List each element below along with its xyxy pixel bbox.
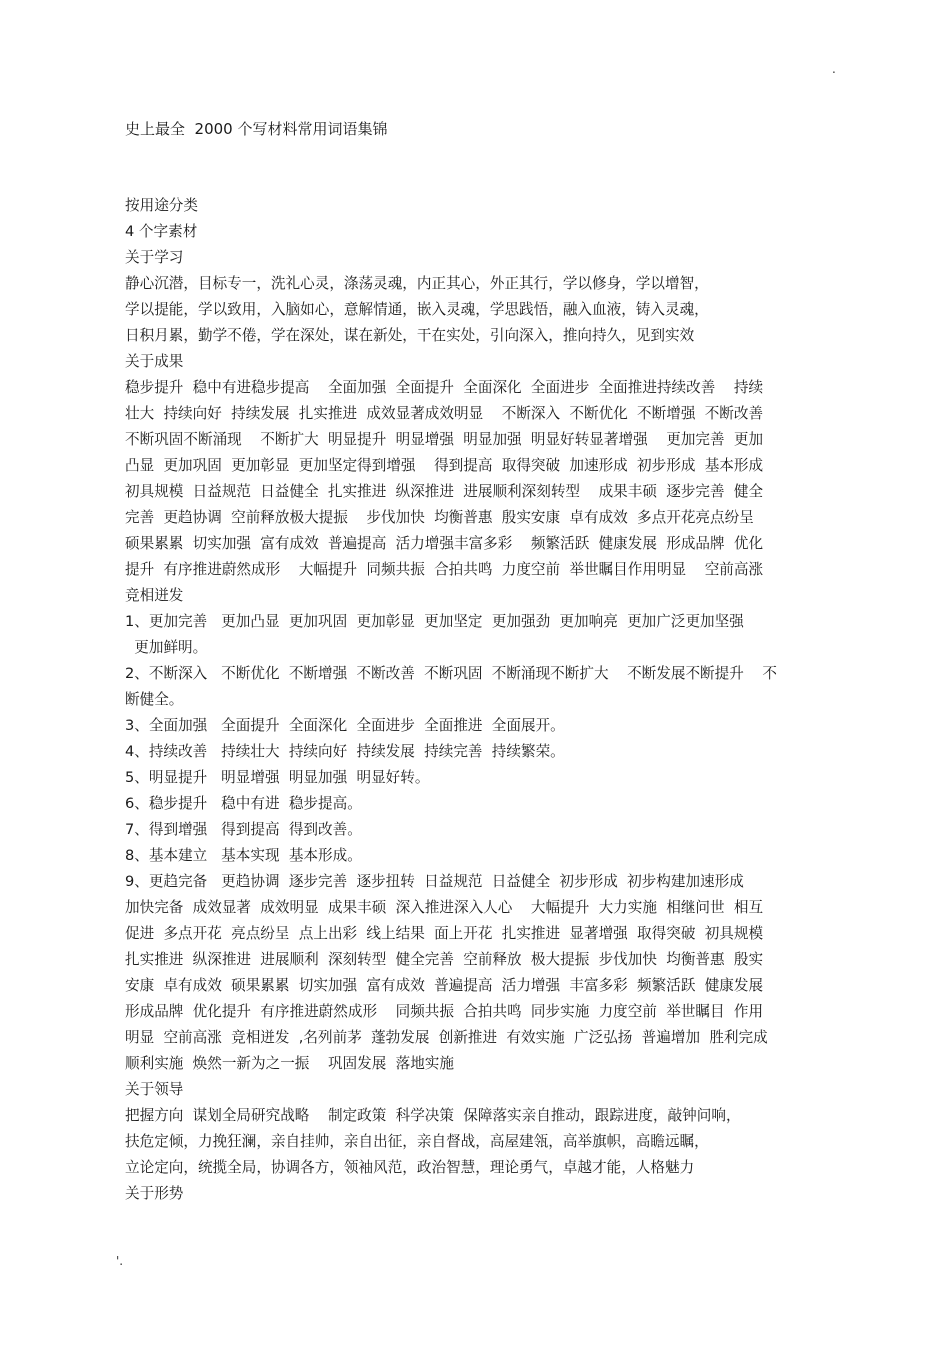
document-title: 史上最全 2000 个写材料常用词语集锦 <box>125 120 388 138</box>
section-heading: 4 个字素材 <box>125 223 198 240</box>
text-line: 扎实推进 纵深推进 进展顺利 深刻转型 健全完善 空前释放 极大提振 步伐加快 均衡普惠 殷实 <box>125 951 764 968</box>
text-line: 1、更加完善 更加凸显 更加巩固 更加彰显 更加坚定 更加强劲 更加响亮 更加广泛更加坚强 <box>125 613 744 630</box>
text-line: 顺利实施 焕然一新为之一振 巩固发展 落地实施 <box>125 1055 454 1072</box>
text-line: 提升 有序推进蔚然成形 大幅提升 同频共振 合拍共鸣 力度空前 举世瞩目作用明显 空前高涨 <box>125 561 764 578</box>
section-heading: 关于成果 <box>125 353 184 370</box>
text-line: 稳步提升 稳中有进稳步提高 全面加强 全面提升 全面深化 全面进步 全面推进持续改善 持续 <box>125 379 764 396</box>
text-line: 完善 更趋协调 空前释放极大提振 步伐加快 均衡普惠 殷实安康 卓有成效 多点开花亮点纷呈 <box>125 509 754 526</box>
text-line: 断健全。 <box>125 691 184 708</box>
text-line: 不断巩固不断涌现 不断扩大 明显提升 明显增强 明显加强 明显好转显著增强 更加完善 更加 <box>125 431 764 448</box>
text-line: 硕果累累 切实加强 富有成效 普遍提高 活力增强丰富多彩 频繁活跃 健康发展 形成品牌 优化 <box>125 535 764 552</box>
text-line: 3、全面加强 全面提升 全面深化 全面进步 全面推进 全面展开。 <box>125 717 565 734</box>
section-heading: 关于领导 <box>125 1081 184 1098</box>
text-line: 安康 卓有成效 硕果累累 切实加强 富有成效 普遍提高 活力增强 丰富多彩 频繁活跃 健康发展 <box>125 977 764 994</box>
text-line: 5、明显提升 明显增强 明显加强 明显好转。 <box>125 769 430 786</box>
text-line: 扶危定倾，力挽狂澜，亲自挂帅，亲自出征，亲自督战，高屋建瓴，高举旗帜，高瞻远瞩， <box>125 1133 709 1150</box>
text-line: 促进 多点开花 亮点纷呈 点上出彩 线上结果 面上开花 扎实推进 显著增强 取得突破 初具规模 <box>125 925 764 942</box>
text-line: 更加鲜明。 <box>125 639 208 656</box>
text-line: 初具规模 日益规范 日益健全 扎实推进 纵深推进 进展顺利深刻转型 成果丰硕 逐步完善 健全 <box>125 483 764 500</box>
text-line: 加快完备 成效显著 成效明显 成果丰硕 深入推进深入人心 大幅提升 大力实施 相继问世 相互 <box>125 899 764 916</box>
text-line: 学以提能，学以致用，入脑如心，意解情通，嵌入灵魂，学思践悟，融入血液，铸入灵魂， <box>125 301 709 318</box>
text-line: 明显 空前高涨 竞相迸发 ,名列前茅 蓬勃发展 创新推进 有效实施 广泛弘扬 普遍增加 胜利完成 <box>125 1029 768 1046</box>
text-line: 把握方向 谋划全局研究战略 制定政策 科学决策 保障落实亲自推动，跟踪进度，敲钟问响， <box>125 1107 741 1124</box>
text-line: 7、得到增强 得到提高 得到改善。 <box>125 821 362 838</box>
text-line: 4、持续改善 持续壮大 持续向好 持续发展 持续完善 持续繁荣。 <box>125 743 565 760</box>
section-heading: 关于形势 <box>125 1185 184 1202</box>
text-line: 6、稳步提升 稳中有进 稳步提高。 <box>125 795 362 812</box>
corner-mark-bottom: '. <box>116 1254 124 1268</box>
text-line: 日积月累，勤学不倦，学在深处，谋在新处，干在实处，引向深入，推向持久，见到实效 <box>125 327 695 344</box>
document-body <box>125 193 835 1207</box>
text-line: 9、更趋完备 更趋协调 逐步完善 逐步扭转 日益规范 日益健全 初步形成 初步构建加速形成 <box>125 873 744 890</box>
text-line: 竞相迸发 <box>125 587 184 604</box>
text-line: 2、不断深入 不断优化 不断增强 不断改善 不断巩固 不断涌现不断扩大 不断发展不断提升 不 <box>125 665 777 682</box>
text-line: 立论定向，统揽全局，协调各方，领袖风范，政治智慧，理论勇气，卓越才能，人格魅力 <box>125 1159 695 1176</box>
corner-mark-top: . <box>832 62 836 76</box>
section-heading: 关于学习 <box>125 249 184 266</box>
text-line: 静心沉潜，目标专一，洗礼心灵，涤荡灵魂，内正其心，外正其行，学以修身，学以增智， <box>125 275 709 292</box>
text-line: 形成品牌 优化提升 有序推进蔚然成形 同频共振 合拍共鸣 同步实施 力度空前 举世瞩目 作用 <box>125 1003 764 1020</box>
text-line: 8、基本建立 基本实现 基本形成。 <box>125 847 362 864</box>
text-line: 壮大 持续向好 持续发展 扎实推进 成效显著成效明显 不断深入 不断优化 不断增强 不断改善 <box>125 405 764 422</box>
section-heading: 按用途分类 <box>125 197 198 214</box>
text-line: 凸显 更加巩固 更加彰显 更加坚定得到增强 得到提高 取得突破 加速形成 初步形成 基本形成 <box>125 457 764 474</box>
